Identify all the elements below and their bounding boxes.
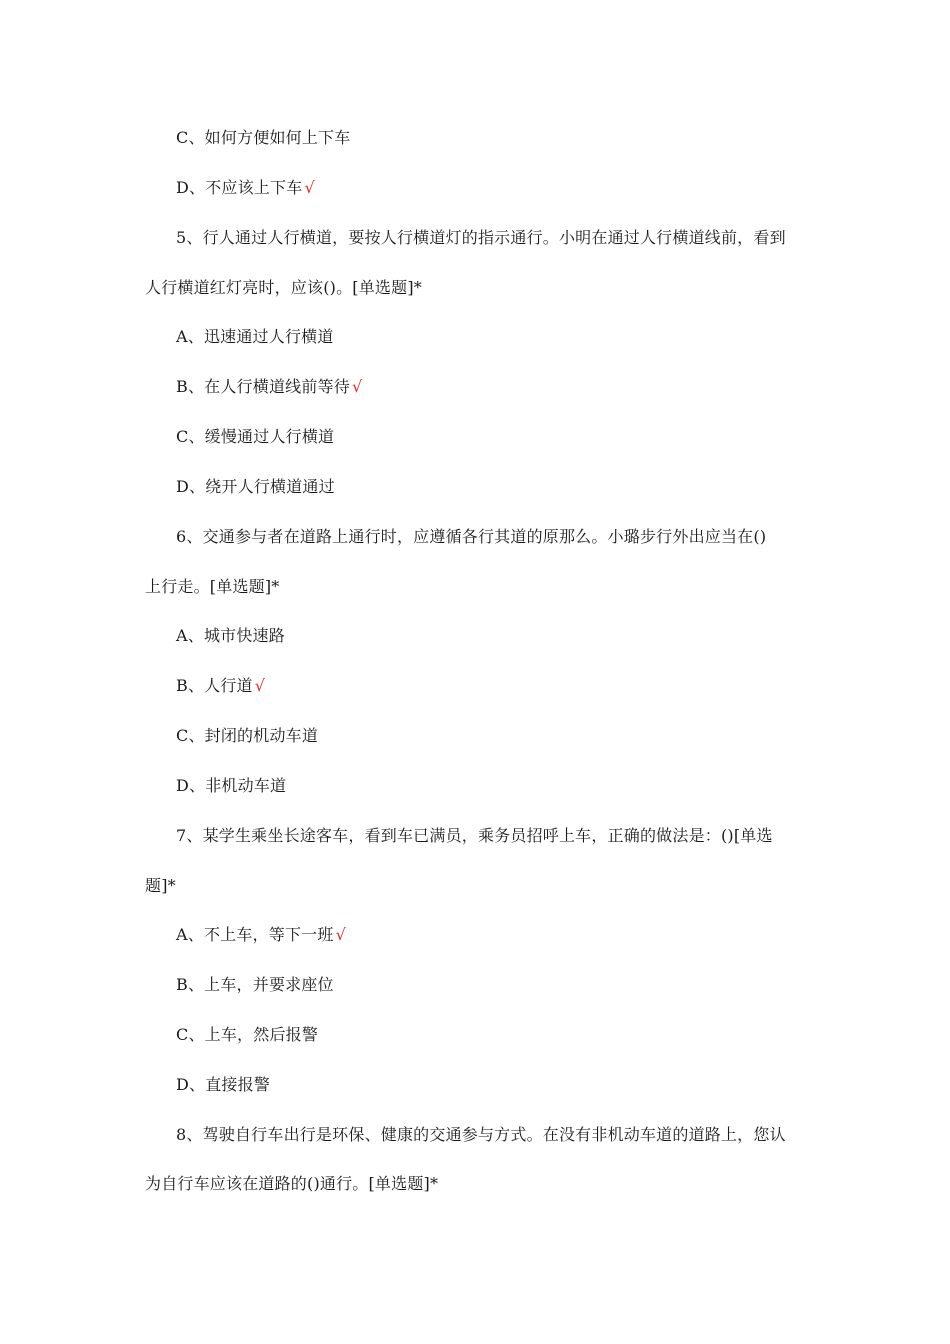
option-d-q6: D、非机动车道	[176, 776, 287, 795]
correct-check-icon: √	[335, 925, 346, 944]
question-5-line-1: 5、行人通过人行横道，要按人行横道灯的指示通行。小明在通过人行横道线前，看到	[176, 228, 786, 247]
option-b-q7: B、上车，并要求座位	[176, 975, 334, 994]
option-a-q5: A、迅速通过人行横道	[176, 327, 334, 346]
question-7-line-2: 题]*	[145, 876, 176, 895]
option-c-q7: C、上车，然后报警	[176, 1025, 319, 1044]
option-b-q5: B、在人行横道线前等待 √	[176, 377, 363, 396]
option-a-q6: A、城市快速路	[176, 626, 285, 645]
option-a-q7: A、不上车，等下一班 √	[176, 925, 346, 944]
question-6-line-1: 6、交通参与者在道路上通行时，应遵循各行其道的原那么。小璐步行外出应当在()	[176, 527, 767, 546]
option-d-q5: D、绕开人行横道通过	[176, 477, 335, 496]
option-c-q5: C、缓慢通过人行横道	[176, 427, 335, 446]
option-b-q6: B、人行道 √	[176, 676, 266, 695]
option-c-q4: C、如何方便如何上下车	[176, 128, 351, 147]
correct-check-icon: √	[254, 676, 266, 695]
correct-check-icon: √	[351, 377, 363, 396]
question-7-line-1: 7、某学生乘坐长途客车，看到车已满员，乘务员招呼上车，正确的做法是：()[单选	[176, 826, 773, 845]
question-8-line-1: 8、驾驶自行车出行是环保、健康的交通参与方式。在没有非机动车道的道路上，您认	[176, 1125, 786, 1144]
question-8-line-2: 为自行车应该在道路的()通行。[单选题]*	[145, 1174, 439, 1193]
option-c-q6: C、封闭的机动车道	[176, 726, 319, 745]
question-6-line-2: 上行走。[单选题]*	[145, 577, 280, 596]
option-d-q4: D、不应该上下车 √	[176, 178, 315, 197]
question-5-line-2: 人行横道红灯亮时，应该()。[单选题]*	[145, 278, 422, 297]
option-d-q7: D、直接报警	[176, 1075, 271, 1094]
correct-check-icon: √	[304, 178, 315, 197]
